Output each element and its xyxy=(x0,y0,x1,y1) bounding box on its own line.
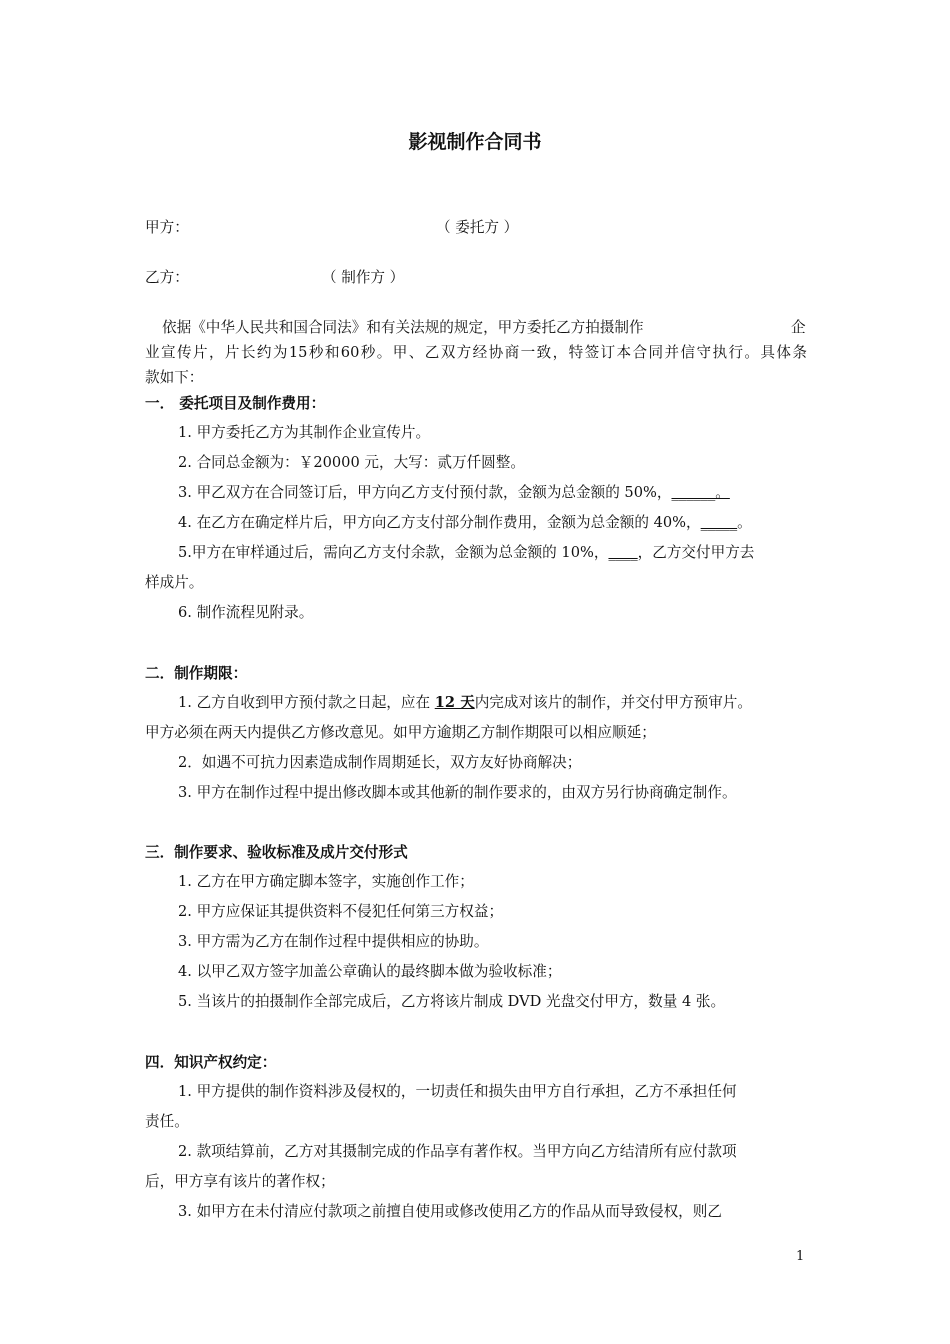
section-1-item-4-blank: _____ xyxy=(700,514,738,531)
section-1-item-5-cont: 样成片。 xyxy=(145,574,204,591)
section-2-item-3: 3. 甲方在制作过程中提出修改脚本或其他新的制作要求的，由双方另行协商确定制作。 xyxy=(178,784,737,801)
section-2-item-2: 2．如遇不可抗力因素造成制作周期延长，双方友好协商解决； xyxy=(178,754,582,771)
section-4-item-1-cont: 责任。 xyxy=(145,1113,189,1130)
page-number: 1 xyxy=(796,1249,805,1264)
section-4-item-2-cont: 后，甲方享有该片的著作权； xyxy=(145,1173,335,1190)
section-3-item-4: 4. 以甲乙双方签字加盖公章确认的最终脚本做为验收标准； xyxy=(178,963,562,980)
section-4-item-1: 1. 甲方提供的制作资料涉及侵权的，一切责任和损失由甲方自行承担，乙方不承担任何 xyxy=(178,1083,737,1100)
party-a-label: 甲方： xyxy=(145,219,189,236)
section-2-item-1 xyxy=(178,693,752,713)
section-1-item-4-end: 。 xyxy=(737,514,752,531)
section-4-item-2: 2. 款项结算前，乙方对其摄制完成的作品享有著作权。当甲方向乙方结清所有应付款项 xyxy=(178,1143,737,1160)
section-1-item-6: 6. 制作流程见附录。 xyxy=(178,604,314,621)
section-4-item-3: 3. 如甲方在未付清应付款项之前擅自使用或修改使用乙方的作品从而导致侵权，则乙 xyxy=(178,1203,722,1220)
section-3-heading: 三．制作要求、验收标准及成片交付形式 xyxy=(145,844,408,861)
intro-line-2: 业宣传片，片长约为15秒和60秒。甲、乙双方经协商一致，特签订本合同并信守执行。具体条 xyxy=(145,344,807,361)
party-b-role: （ 制作方 ） xyxy=(322,269,405,286)
section-1-item-1: 1. 甲方委托乙方为其制作企业宣传片。 xyxy=(178,424,431,441)
document-title: 影视制作合同书 xyxy=(408,131,542,153)
section-1-item-2: 2. 合同总金额为：￥20000 元，大写：贰万仟圆整。 xyxy=(178,454,525,471)
section-1-item-5-text: 5.甲方在审样通过后，需向乙方支付余款，金额为总金额的 10%， xyxy=(178,544,609,561)
section-1-item-5-blank: ____ xyxy=(608,544,638,561)
section-1-item-3-text: 3. 甲乙双方在合同签订后，甲方向乙方支付预付款，金额为总金额的 50%， xyxy=(178,484,672,501)
section-3-item-3: 3. 甲方需为乙方在制作过程中提供相应的协助。 xyxy=(178,933,489,950)
section-1-heading: 一． 委托项目及制作费用： xyxy=(145,395,326,412)
section-1-item-3 xyxy=(178,483,730,503)
section-2-item-1-days: 12 天 xyxy=(434,694,475,711)
section-1-item-5-end: ，乙方交付甲方去 xyxy=(637,544,755,561)
party-b-label: 乙方： xyxy=(145,269,189,286)
section-1-item-4 xyxy=(178,513,752,533)
intro-line-1-end: 企 xyxy=(791,319,806,336)
section-3-item-1: 1. 乙方在甲方确定脚本签字，实施创作工作； xyxy=(178,873,474,890)
section-1-item-5 xyxy=(178,543,754,563)
section-3-item-5: 5. 当该片的拍摄制作全部完成后，乙方将该片制成 DVD 光盘交付甲方，数量 4 张。 xyxy=(178,993,726,1010)
party-a-role: （ 委托方 ） xyxy=(436,219,519,236)
section-2-item-1-cont: 甲方必须在两天内提供乙方修改意见。如甲方逾期乙方制作期限可以相应顺延； xyxy=(145,724,656,741)
section-2-heading: 二．制作期限： xyxy=(145,665,248,682)
section-2-item-1-text: 1. 乙方自收到甲方预付款之日起，应在 xyxy=(178,694,435,711)
section-2-item-1-end: 内完成对该片的制作，并交付甲方预审片。 xyxy=(474,694,752,711)
intro-line-3: 款如下： xyxy=(145,369,204,386)
section-4-heading: 四．知识产权约定： xyxy=(145,1054,277,1071)
section-1-item-4-text: 4. 在乙方在确定样片后，甲方向乙方支付部分制作费用，金额为总金额的 40%， xyxy=(178,514,701,531)
section-1-item-3-blank: ______。 xyxy=(671,484,730,501)
intro-line-1: 依据《中华人民共和国合同法》和有关法规的规定，甲方委托乙方拍摄制作 xyxy=(162,319,644,336)
section-3-item-2: 2. 甲方应保证其提供资料不侵犯任何第三方权益； xyxy=(178,903,504,920)
